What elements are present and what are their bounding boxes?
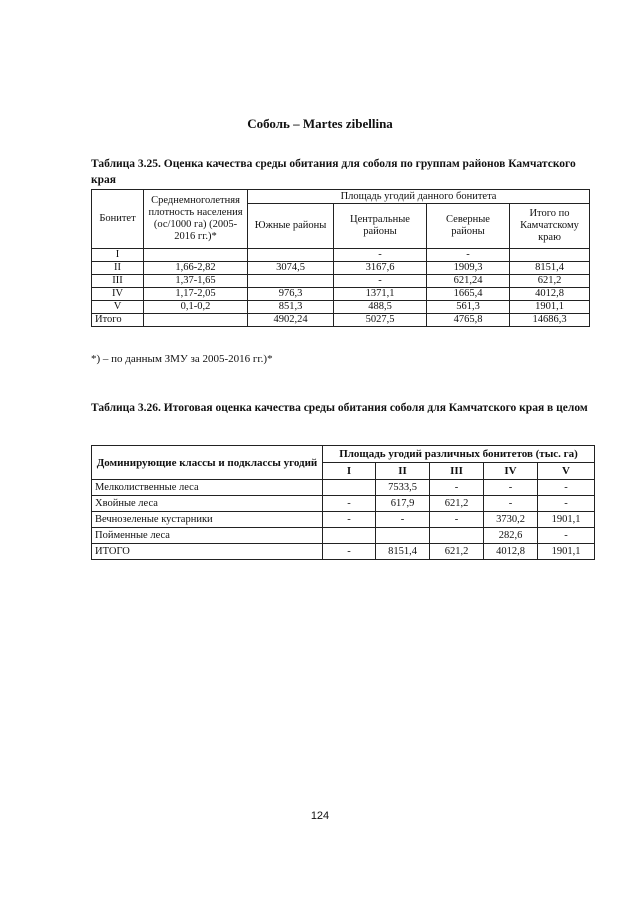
table-cell: 1371,1: [334, 288, 427, 301]
table-cell: 1909,3: [427, 262, 510, 275]
habitat-quality-summary-table: [91, 445, 595, 560]
table-cell: -: [484, 480, 538, 496]
table-cell: -: [376, 512, 430, 528]
table-cell: -: [323, 512, 376, 528]
table-cell: 8151,4: [376, 544, 430, 560]
row-label-cell: Мелколиственные леса: [92, 480, 323, 496]
table-cell: 1,37-1,65: [144, 275, 248, 288]
table-row: [92, 314, 590, 327]
table-cell: 7533,5: [376, 480, 430, 496]
table-cell: -: [323, 496, 376, 512]
header-density: Среднемноголетняя плотность населения (ос/1000 га) (2005-2016 гг.)*: [144, 190, 248, 249]
table-cell: 561,3: [427, 301, 510, 314]
table-cell: 4012,8: [484, 544, 538, 560]
table-cell: 976,3: [248, 288, 334, 301]
table-cell: 4902,24: [248, 314, 334, 327]
table-cell: [376, 528, 430, 544]
table-row: [92, 480, 595, 496]
row-label-cell: Пойменные леса: [92, 528, 323, 544]
habitat-quality-by-district-table: [91, 189, 590, 327]
table-cell: -: [430, 512, 484, 528]
row-label-cell: Вечнозеленые кустарники: [92, 512, 323, 528]
table-cell: 617,9: [376, 496, 430, 512]
page-number: 124: [310, 810, 330, 822]
table-cell: 621,2: [430, 496, 484, 512]
table-cell: -: [334, 249, 427, 262]
table-cell: -: [430, 480, 484, 496]
table-row: [92, 249, 590, 262]
table-cell: -: [484, 496, 538, 512]
table-cell: [510, 249, 590, 262]
table-3-25-body: [92, 249, 590, 327]
table-cell: [144, 314, 248, 327]
row-label-cell: IV: [92, 288, 144, 301]
table-cell: 621,2: [510, 275, 590, 288]
table-3-25-footnote: *) – по данным ЗМУ за 2005-2016 гг.)*: [91, 353, 273, 365]
row-label-cell: Итого: [92, 314, 144, 327]
table-cell: 0,1-0,2: [144, 301, 248, 314]
header-bonitet-4: IV: [484, 463, 538, 480]
table-cell: -: [334, 275, 427, 288]
header-bonitet-1: I: [323, 463, 376, 480]
table-row: [92, 496, 595, 512]
table-cell: [248, 275, 334, 288]
header-south: Южные районы: [248, 204, 334, 249]
table-cell: -: [427, 249, 510, 262]
table-cell: -: [538, 496, 595, 512]
table-cell: 851,3: [248, 301, 334, 314]
header-area-by-bonitet: Площадь угодий различных бонитетов (тыс. га): [323, 446, 595, 463]
table-cell: 3730,2: [484, 512, 538, 528]
table-3-26-body: [92, 480, 595, 560]
header-bonitet-5: V: [538, 463, 595, 480]
table-3-25-caption: Таблица 3.25. Оценка качества среды обитания для соболя по группам районов Камчатского края: [91, 158, 576, 186]
row-label-cell: III: [92, 275, 144, 288]
table-cell: 1665,4: [427, 288, 510, 301]
table-cell: [323, 480, 376, 496]
table-cell: 5027,5: [334, 314, 427, 327]
row-label-cell: I: [92, 249, 144, 262]
table-cell: 1901,1: [538, 544, 595, 560]
table-cell: 3167,6: [334, 262, 427, 275]
table-cell: 621,24: [427, 275, 510, 288]
table-cell: 488,5: [334, 301, 427, 314]
table-cell: 4765,8: [427, 314, 510, 327]
table-cell: 8151,4: [510, 262, 590, 275]
table-cell: 3074,5: [248, 262, 334, 275]
table-cell: [323, 528, 376, 544]
table-cell: [248, 249, 334, 262]
table-cell: 621,2: [430, 544, 484, 560]
table-cell: 1,66-2,82: [144, 262, 248, 275]
header-classes: Доминирующие классы и подклассы угодий: [92, 446, 323, 480]
header-area-group: Площадь угодий данного бонитета: [248, 190, 590, 204]
table-cell: -: [323, 544, 376, 560]
row-label-cell: ИТОГО: [92, 544, 323, 560]
table-cell: -: [538, 480, 595, 496]
table-row: [92, 288, 590, 301]
row-label-cell: II: [92, 262, 144, 275]
header-central: Центральные районы: [334, 204, 427, 249]
header-bonitet: Бонитет: [92, 190, 144, 249]
table-cell: -: [538, 528, 595, 544]
table-cell: 1901,1: [510, 301, 590, 314]
table-row: [92, 544, 595, 560]
table-row: [92, 262, 590, 275]
header-total: Итого по Камчатскому краю: [510, 204, 590, 249]
table-cell: [430, 528, 484, 544]
header-north: Северные районы: [427, 204, 510, 249]
table-cell: 1,17-2,05: [144, 288, 248, 301]
table-cell: 1901,1: [538, 512, 595, 528]
row-label-cell: Хвойные леса: [92, 496, 323, 512]
table-row: [92, 301, 590, 314]
table-cell: 282,6: [484, 528, 538, 544]
table-cell: 14686,3: [510, 314, 590, 327]
header-bonitet-2: II: [376, 463, 430, 480]
row-label-cell: V: [92, 301, 144, 314]
table-cell: 4012,8: [510, 288, 590, 301]
section-title: Соболь – Martes zibellina: [247, 116, 393, 131]
table-cell: [144, 249, 248, 262]
header-bonitet-3: III: [430, 463, 484, 480]
table-row: [92, 528, 595, 544]
table-3-26-caption: Таблица 3.26. Итоговая оценка качества среды обитания соболя для Камчатского края в целом: [91, 402, 588, 414]
table-row: [92, 275, 590, 288]
table-row: [92, 512, 595, 528]
